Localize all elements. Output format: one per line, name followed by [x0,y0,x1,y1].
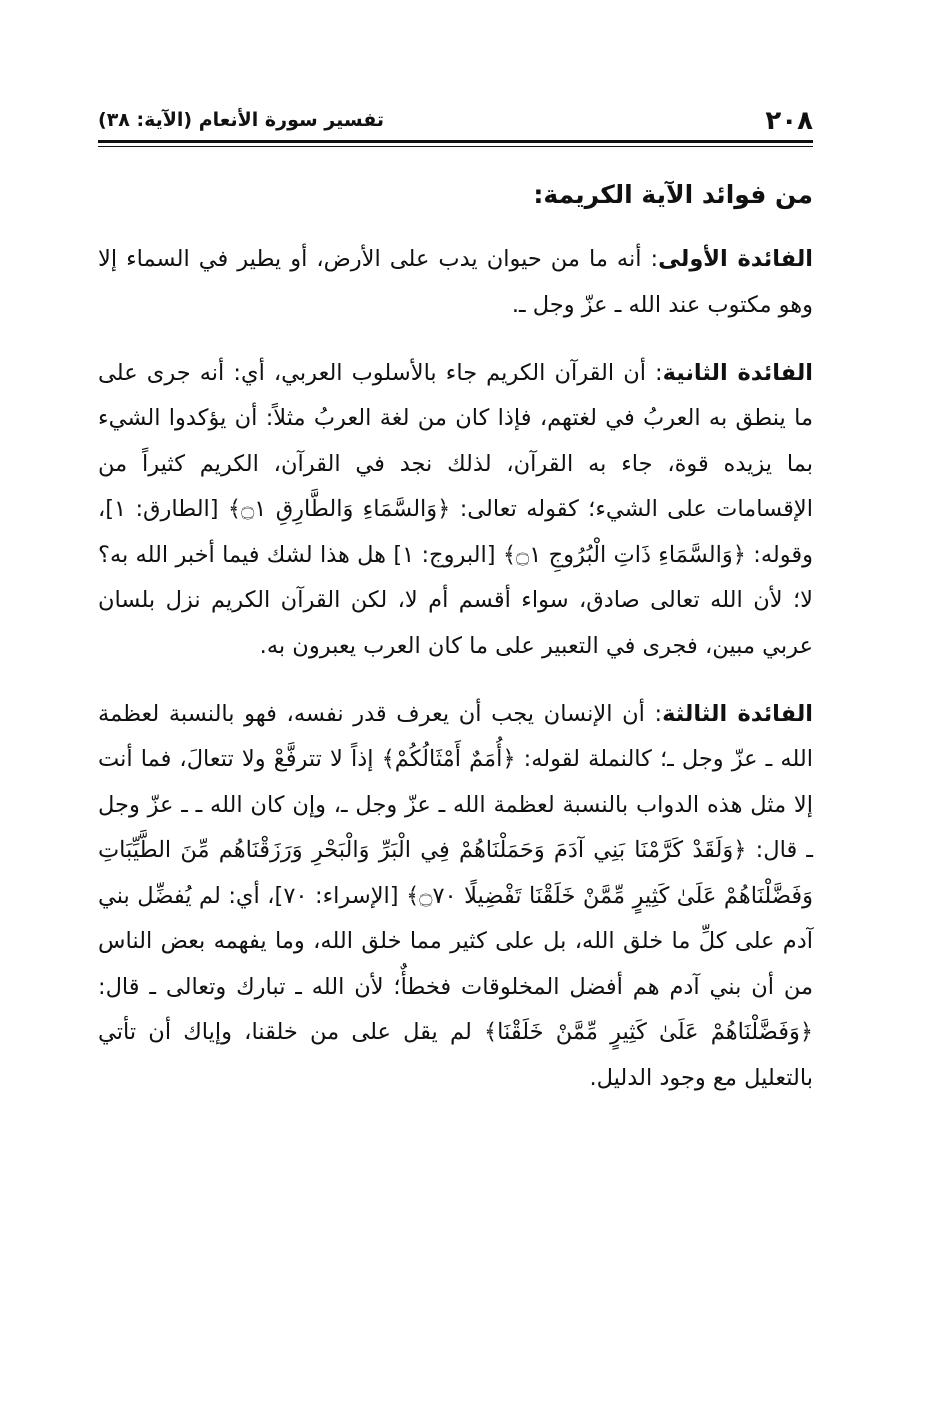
header-rule-thick [98,140,813,143]
body-text: [الإسراء: ٧٠]، أي: لم يُفضِّل بني آدم على كلِّ ما خلق الله، بل على كثير مما خلق الله، وما يفهمه بعض الناس من أن بني آدم هم أفضل المخلوقات فخطأٌ؛ لأن الله ـ تبارك وتعالى ـ قال: [98,882,813,1000]
body-text: إذاً لا تترفَّعْ ولا تتعالَ، فما أنت إلا مثل هذه الدواب بالنسبة لعظمة الله ـ عزّ وجل ـ، وإن كان الله ـ ـ عزّ وجل ـ قال: [98,746,814,863]
page-number: ٢٠٨ [765,106,813,136]
quran-quote: ﴿وَالسَّمَاءِ وَالطَّارِقِ ۝١﴾ [227,496,451,522]
body-text: [الطارق: ١]، وقوله: [98,496,813,568]
quran-quote: ﴿وَالسَّمَاءِ ذَاتِ الْبُرُوجِ ۝١﴾ [502,541,746,568]
page-header [98,92,813,134]
benefits-list [98,237,813,1101]
benefit-paragraph [98,237,813,328]
body-text: : أن الإنسان يجب أن يعرف قدر نفسه، فهو بالنسبة لعظمة الله ـ عزّ وجل ـ؛ كالنملة لقوله: [98,700,813,772]
section-heading: من فوائد الآية الكريمة: [533,180,813,209]
running-title: تفسير سورة الأنعام (الآية: ٣٨) [98,109,384,131]
quran-quote: ﴿أُمَمٌ أَمْثَالُكُمْ﴾ [381,746,516,772]
benefit-label: الفائدة الثانية [662,359,814,386]
benefit-paragraph [98,692,813,1102]
body-text: لم يقل على من خلقنا، وإياك أن تأتي بالتعليل مع وجود الدليل. [98,1019,813,1091]
body-text: [البروج: ١] هل هذا لشك فيما أخبر الله به؟ لا؛ لأن الله تعالى صادق، سواء أقسم أم لا، لكن القرآن الكريم نزل بلسان عربي مبين، فجرى في التعبير على ما كان العرب يعبرون به. [98,541,813,659]
header-rule-thin [98,146,813,147]
benefit-label: الفائدة الأولى [658,246,814,272]
quran-quote: ﴿وَلَقَدْ كَرَّمْنَا بَنِي آدَمَ وَحَمَلْنَاهُمْ فِي الْبَرِّ وَالْبَحْرِ وَرَزَقْنَاهُم مِّنَ الطَّيِّبَاتِ وَفَضَّلْنَاهُمْ عَلَىٰ كَثِيرٍ مِّمَّنْ خَلَقْنَا تَفْضِيلًا ۝٧٠﴾ [98,837,813,909]
body-text: : أن القرآن الكريم جاء بالأسلوب العربي، أي: أنه جرى على ما ينطق به العربُ في لغتهم، فإذا كان من لغة العربُ مثلاً: أن يؤكدوا الشيء بما يزيده قوة، جاء به القرآن، لذلك نجد في القرآن، الكريم كثيراً من الإقسامات على الشيء؛ كقوله تعالى: [98,359,813,522]
body-text: : أنه ما من حيوان يدب على الأرض، أو يطير في السماء إلا وهو مكتوب عند الله ـ عزّ وجل ـ. [98,246,813,318]
quran-quote: ﴿وَفَضَّلْنَاهُمْ عَلَىٰ كَثِيرٍ مِّمَّنْ خَلَقْنَا﴾ [484,1019,814,1045]
book-page [98,92,813,1124]
benefit-label: الفائدة الثالثة [662,700,813,727]
benefit-paragraph [98,351,813,670]
